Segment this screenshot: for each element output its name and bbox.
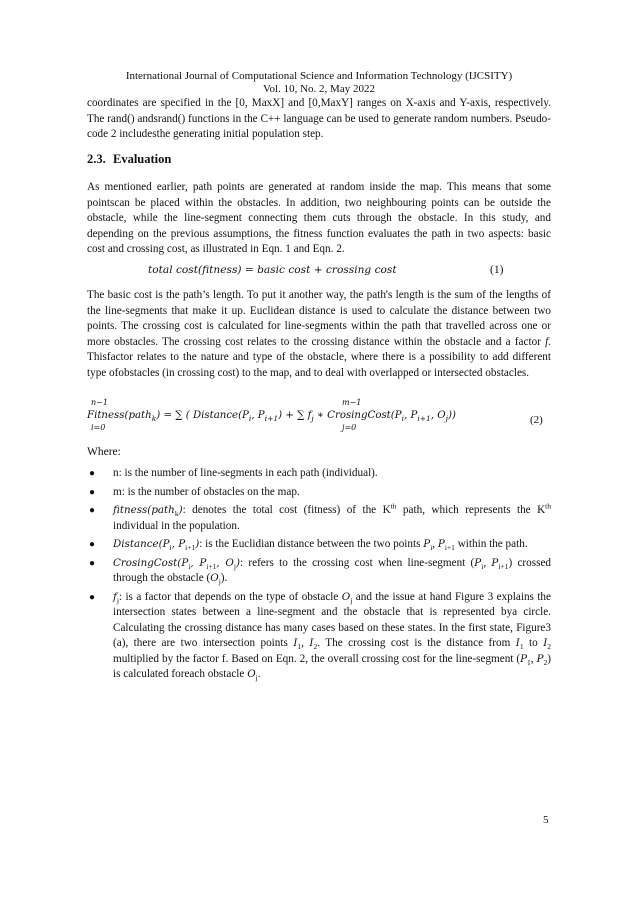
eq2-part-c: ∗ CrosingCost(P (313, 410, 402, 421)
eq2-sub-i1-2: i+1 (417, 414, 431, 424)
eq2-part-b: ) + ∑ f (278, 410, 312, 421)
bullet-icon: ● (89, 468, 96, 479)
bullet-sup: th (390, 501, 397, 511)
paragraph-intro: coordinates are specified in the [0, MaxX] and [0,MaxY] ranges on X-axis and Y-axis, respectively. The rand() andsrand() functions in the C++ language can be used to generate random numbers. Pseudo-code 2 includesthe generating initial population step. (87, 97, 551, 140)
eq2-part-a: , P (251, 410, 265, 421)
bullet-text-3: ). (220, 572, 228, 584)
bullet-text: n: is the number of line-segments in each path (individual). (113, 467, 378, 479)
bullet-text: : refers to the crossing cost when line-segment ( (240, 556, 475, 569)
section-heading (87, 152, 171, 167)
bullet-icon: ● (89, 486, 96, 498)
sum2-lower: j=0 (342, 423, 357, 432)
bullet-text-2: ) crossed through the obstacle ( (113, 556, 552, 584)
running-header (0, 70, 638, 96)
journal-volume: Vol. 10, No. 2, May 2022 (263, 83, 375, 95)
eq2-sub-i: i (248, 414, 252, 424)
paragraph-evaluation: As mentioned earlier, path points are generated at random inside the map. This means that some pointscan be placed within the obstacles. In addition, two neighbouring points can be outside the obstacle, while the line-segment connecting them cuts through the obstacle. In this study, and depending on the previous assumptions, the fitness function evaluates the path in two aspects: basic cost and crossing cost, as illustrated in Eqn. 1 and Eqn. 2. (87, 181, 551, 255)
bullet-text-2: path, which represents the K (396, 504, 546, 516)
eq2-sub-j: j (311, 414, 314, 424)
where-label-text: Where: (87, 446, 121, 458)
equation-1-expression: total cost(fitness) = basic cost + crossing cost (148, 264, 397, 276)
bullet-text-3: . The crossing cost is the distance from (317, 637, 516, 649)
sum1-upper: n−1 (91, 398, 108, 407)
bullet-text: m: is the number of obstacles on the map. (113, 485, 300, 498)
list-item (87, 503, 551, 534)
paragraph-basic-cost (87, 288, 551, 381)
equation-2-body (87, 410, 456, 424)
bullet-icon: ● (89, 505, 96, 516)
definitions-list (87, 466, 551, 686)
bullet-text-4: to (523, 637, 544, 649)
equation-2-number: (2) (530, 414, 543, 426)
eq2-sub-i-2: i (401, 414, 405, 424)
sum1-lower: i=0 (91, 423, 106, 432)
eq2-part-e: , O (430, 410, 446, 421)
bullet-math: fitness(path (113, 504, 175, 516)
list-item: ● $f_j$: is a factor that depends on the type of obstacle $O_j$ and the issue at hand Figure 3 explains the intersection states between a line-segment and the obstacle that is represented bya circle. Calculating the crossing distance has many cases based on these states. In the first state, Figure3 (a), there are two intersection points $I_1$, $I_2$. The crossing cost is the distance from $I_1$ to $I_2$ multiplied by the factor f. Based on Eqn. 2, the overall crossing cost for the line-segment ($P_1$, $P_2$) is calculated foreach obstacle $O_j$. (89, 590, 552, 683)
bullet-icon: ● (89, 557, 96, 569)
paragraph-basic-cost-part1: The basic cost is the path’s length. To put it another way, the path's length is the sum of the lengths of the line-segments that make it up. Euclidean distance is used to calculate the distance between two points. The crossing cost is calculated for line-segments within the path that travelled across one or more obstacles. The crossing cost relates to the crossing distance within the obstacle and a factor (87, 289, 551, 348)
bullet-sup-2: th (545, 501, 551, 511)
bullet-icon: ● (89, 591, 96, 603)
bullet-icon: ● (89, 539, 96, 550)
list-item: ● $CrosingCost(P_i$, $P_{i+1}$, $O_j$): refers to the crossing cost when line-segment ($P_i$, $P_{i+1}$) crossed through the obstacle $(O_j)$. (89, 556, 552, 587)
factor-f: f (545, 335, 549, 348)
bullet-math: Distance(P (113, 538, 170, 550)
eq2-part-f: )) (448, 410, 456, 421)
list-item: ● $Distance(P_i$, $P_{i+1}$): is the Euclidian distance between the two points $P_i$, $P_{i+1}$ within the path. (89, 538, 528, 553)
bullet-text-5: multiplied by the factor f. Based on Eqn. 2, the overall crossing cost for the line-segment ( (113, 652, 521, 665)
bullet-math: CrosingCost(P (113, 556, 189, 569)
eq2-eq: ) = ∑ ( Distance(P (156, 410, 249, 421)
where-label (87, 446, 121, 458)
bullet-text-2: and the issue at hand Figure 3 explains the intersection states between a line-segment and the obstacle that is represented bya circle. Calculating the crossing distance has many cases based on these states. In the first state, Figure3 (a), there are two intersection points (113, 590, 551, 649)
eq2-lhs-sub: k (151, 414, 157, 424)
eq2-lhs: Fitness(path (87, 410, 152, 421)
list-item (87, 466, 551, 482)
bullet-math-sub: k (174, 509, 179, 519)
bullet-text: : denotes the total cost (fitness) of the K (182, 504, 391, 516)
bullet-text: : is a factor that depends on the type of obstacle (118, 590, 342, 603)
section-title: Evaluation (113, 152, 172, 166)
bullet-text-2: within the path. (454, 538, 528, 550)
sum2-upper: m−1 (342, 398, 362, 407)
list-item (87, 485, 551, 501)
paragraph-basic-cost-part2: . Thisfactor relates to the nature and type of the obstacle, where there is a possibility to add different type ofobstacles (in crossing cost) to the map, and to deal with overlapped or intersected obstacles. (87, 335, 551, 379)
bullet-text-6: ) is calculated foreach obstacle (113, 652, 551, 680)
equation-2 (87, 398, 567, 438)
eq2-sub-j-2: j (445, 414, 448, 424)
bullet-text-3: individual in the population. (113, 519, 240, 532)
eq2-part-d: , P (404, 410, 418, 421)
section-number: 2.3. (87, 152, 106, 166)
page-number: 5 (543, 814, 549, 826)
bullet-math-end: ) (178, 504, 183, 516)
equation-1-number: (1) (490, 264, 504, 276)
eq2-sub-i1: i+1 (264, 414, 279, 424)
journal-title: International Journal of Computational Science and Information Technology (IJCSITY) (125, 70, 513, 82)
bullet-text: : is the Euclidian distance between the two points (199, 538, 424, 550)
